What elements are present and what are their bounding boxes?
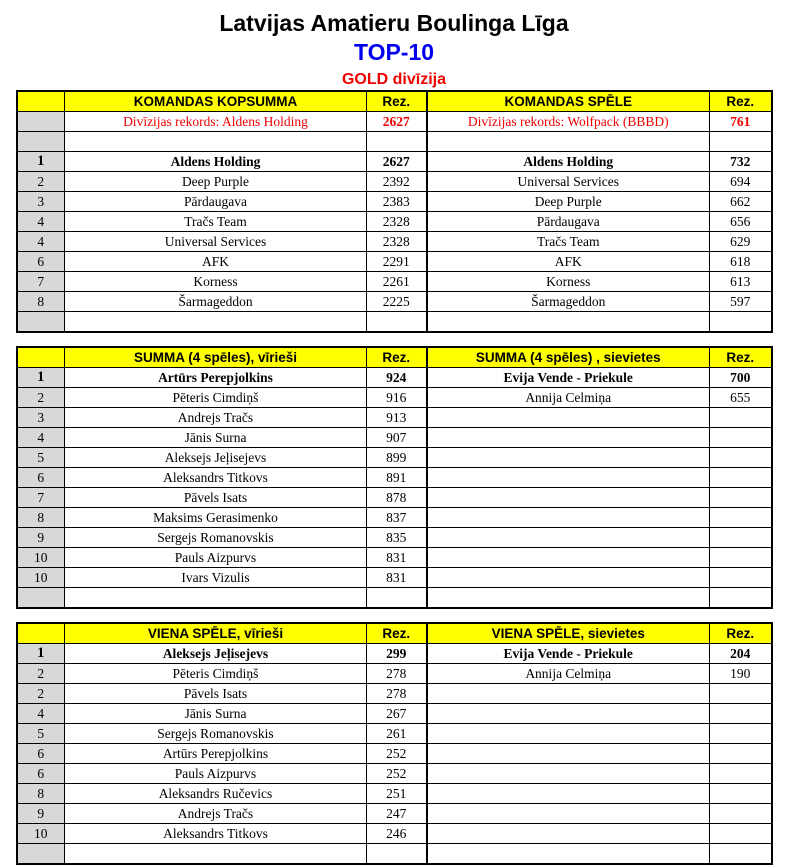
row-left-score: 2383	[367, 192, 427, 212]
row-rank: 2	[17, 388, 65, 408]
row-left-name: Tračs Team	[65, 212, 367, 232]
table-row	[17, 548, 772, 568]
row-left-score: 246	[367, 824, 427, 844]
table-row	[17, 132, 772, 152]
table-row	[17, 488, 772, 508]
row-rank: 6	[17, 252, 65, 272]
row-right-name: Pārdaugava	[427, 212, 710, 232]
section-gap	[0, 609, 788, 622]
row-left-name: Aleksandrs Titkovs	[65, 468, 367, 488]
table-row	[17, 588, 772, 609]
row-right-name	[427, 844, 710, 865]
row-right-score	[710, 528, 772, 548]
table-row	[17, 784, 772, 804]
row-right-score	[710, 784, 772, 804]
row-left-score: 2627	[367, 152, 427, 172]
row-left-name: Pauls Aizpurvs	[65, 764, 367, 784]
row-left-name: Ivars Vizulis	[65, 568, 367, 588]
row-right-name	[427, 448, 710, 468]
row-left-name: Pāvels Isats	[65, 488, 367, 508]
row-right-score: 204	[710, 644, 772, 664]
row-left-score: 913	[367, 408, 427, 428]
row-rank: 6	[17, 744, 65, 764]
row-left-score: 878	[367, 488, 427, 508]
row-right-name	[427, 764, 710, 784]
table-row	[17, 212, 772, 232]
row-right-score	[710, 844, 772, 865]
row-right-name	[427, 132, 710, 152]
standings-table-sum-4-games	[16, 346, 773, 609]
row-left-name: Pārdaugava	[65, 192, 367, 212]
row-right-score	[710, 684, 772, 704]
table-row	[17, 724, 772, 744]
row-right-name: Annija Celmiņa	[427, 664, 710, 684]
row-right-name: Universal Services	[427, 172, 710, 192]
table-row	[17, 508, 772, 528]
table-row	[17, 408, 772, 428]
row-left-name: Jānis Surna	[65, 428, 367, 448]
row-right-name	[427, 468, 710, 488]
row-left-name: Jānis Surna	[65, 704, 367, 724]
row-right-name: Evija Vende - Priekule	[427, 644, 710, 664]
table-row	[17, 252, 772, 272]
row-right-name	[427, 312, 710, 333]
row-right-name	[427, 488, 710, 508]
table-row	[17, 192, 772, 212]
header-left-score: Rez.	[367, 347, 427, 368]
row-right-name	[427, 824, 710, 844]
row-right-name	[427, 724, 710, 744]
row-left-name	[65, 132, 367, 152]
row-rank: 9	[17, 804, 65, 824]
table-row	[17, 368, 772, 388]
row-right-name: Korness	[427, 272, 710, 292]
row-rank: 6	[17, 468, 65, 488]
row-left-name: Deep Purple	[65, 172, 367, 192]
page-titles	[0, 0, 788, 90]
row-left-score: 267	[367, 704, 427, 724]
row-rank: 4	[17, 428, 65, 448]
table-row	[17, 292, 772, 312]
header-left-title: SUMMA (4 spēles), vīrieši	[65, 347, 367, 368]
row-left-name: Andrejs Tračs	[65, 804, 367, 824]
row-left-name: Andrejs Tračs	[65, 408, 367, 428]
row-rank: 5	[17, 724, 65, 744]
table-row	[17, 312, 772, 333]
table-row	[17, 388, 772, 408]
header-rank-cell	[17, 623, 65, 644]
row-left-name: AFK	[65, 252, 367, 272]
row-right-score: 732	[710, 152, 772, 172]
row-right-score	[710, 568, 772, 588]
row-left-name: Artūrs Perepjolkins	[65, 744, 367, 764]
row-rank	[17, 312, 65, 333]
row-right-score: 694	[710, 172, 772, 192]
row-right-name	[427, 408, 710, 428]
table-row	[17, 764, 772, 784]
row-right-name	[427, 588, 710, 609]
row-left-score: 261	[367, 724, 427, 744]
row-rank: 5	[17, 448, 65, 468]
row-right-score	[710, 132, 772, 152]
row-left-score: 278	[367, 684, 427, 704]
row-left-score: 831	[367, 568, 427, 588]
record-left-label: Divīzijas rekords: Aldens Holding	[65, 112, 367, 132]
page-subtitle: TOP-10	[353, 39, 435, 65]
header-rank-cell	[17, 347, 65, 368]
row-rank: 1	[17, 152, 65, 172]
row-rank: 10	[17, 548, 65, 568]
record-rank-cell	[17, 112, 65, 132]
table-row	[17, 272, 772, 292]
row-rank: 3	[17, 408, 65, 428]
table-row	[17, 844, 772, 865]
row-right-score	[710, 408, 772, 428]
row-left-score: 835	[367, 528, 427, 548]
row-left-name: Aleksejs Jeļisejevs	[65, 448, 367, 468]
table-row	[17, 232, 772, 252]
row-right-score	[710, 428, 772, 448]
row-right-name	[427, 548, 710, 568]
section-gap	[0, 333, 788, 346]
row-left-name	[65, 588, 367, 609]
row-right-name: Aldens Holding	[427, 152, 710, 172]
header-left-title: VIENA SPĒLE, vīrieši	[65, 623, 367, 644]
row-left-score: 278	[367, 664, 427, 684]
header-right-score: Rez.	[710, 347, 772, 368]
row-rank	[17, 132, 65, 152]
standings-table-single-game	[16, 622, 773, 865]
row-right-score: 700	[710, 368, 772, 388]
table-row	[17, 824, 772, 844]
row-rank	[17, 588, 65, 609]
division-record-row	[17, 112, 772, 132]
table-row	[17, 704, 772, 724]
row-rank: 4	[17, 212, 65, 232]
row-right-score	[710, 764, 772, 784]
row-right-score: 656	[710, 212, 772, 232]
row-right-name	[427, 528, 710, 548]
row-left-score	[367, 588, 427, 609]
row-right-score: 655	[710, 388, 772, 408]
row-left-name: Aleksandrs Ručevics	[65, 784, 367, 804]
row-rank: 1	[17, 368, 65, 388]
standings-tables	[0, 90, 788, 865]
row-rank: 10	[17, 568, 65, 588]
row-left-score: 2261	[367, 272, 427, 292]
table-header-row	[17, 91, 772, 112]
row-rank: 6	[17, 764, 65, 784]
table-row	[17, 644, 772, 664]
row-left-name: Pāvels Isats	[65, 684, 367, 704]
row-right-name: Deep Purple	[427, 192, 710, 212]
row-right-name	[427, 744, 710, 764]
header-left-title: KOMANDAS KOPSUMMA	[65, 91, 367, 112]
row-left-score: 247	[367, 804, 427, 824]
row-rank: 3	[17, 192, 65, 212]
row-left-score: 2291	[367, 252, 427, 272]
row-right-score: 613	[710, 272, 772, 292]
row-right-score	[710, 824, 772, 844]
header-right-title: VIENA SPĒLE, sievietes	[427, 623, 710, 644]
row-left-score	[367, 312, 427, 333]
header-right-title: KOMANDAS SPĒLE	[427, 91, 710, 112]
row-right-score: 662	[710, 192, 772, 212]
row-left-name	[65, 844, 367, 865]
row-right-name	[427, 784, 710, 804]
row-rank: 10	[17, 824, 65, 844]
row-right-score	[710, 744, 772, 764]
row-left-name: Aldens Holding	[65, 152, 367, 172]
table-header-row	[17, 623, 772, 644]
table-header-row	[17, 347, 772, 368]
row-right-score	[710, 312, 772, 333]
row-left-score: 252	[367, 744, 427, 764]
header-left-score: Rez.	[367, 91, 427, 112]
row-right-score	[710, 804, 772, 824]
record-left-value: 2627	[367, 112, 427, 132]
header-right-score: Rez.	[710, 623, 772, 644]
header-right-score: Rez.	[710, 91, 772, 112]
row-right-name	[427, 568, 710, 588]
row-left-name: Sergejs Romanovskis	[65, 724, 367, 744]
row-left-name: Artūrs Perepjolkins	[65, 368, 367, 388]
header-right-title: SUMMA (4 spēles) , sievietes	[427, 347, 710, 368]
row-right-name	[427, 684, 710, 704]
table-row	[17, 528, 772, 548]
row-left-score: 2328	[367, 212, 427, 232]
table-row	[17, 468, 772, 488]
row-left-name: Aleksejs Jeļisejevs	[65, 644, 367, 664]
row-rank: 4	[17, 704, 65, 724]
row-left-score	[367, 132, 427, 152]
row-rank: 2	[17, 172, 65, 192]
division-label: GOLD divīzija	[341, 71, 446, 88]
row-right-score	[710, 704, 772, 724]
row-right-name	[427, 804, 710, 824]
row-right-name: Evija Vende - Priekule	[427, 368, 710, 388]
row-left-name: Pauls Aizpurvs	[65, 548, 367, 568]
row-left-name: Sergejs Romanovskis	[65, 528, 367, 548]
row-left-name: Maksims Gerasimenko	[65, 508, 367, 528]
row-left-score: 907	[367, 428, 427, 448]
row-left-score: 916	[367, 388, 427, 408]
row-left-score: 252	[367, 764, 427, 784]
row-right-score	[710, 468, 772, 488]
row-left-name: Universal Services	[65, 232, 367, 252]
row-right-name	[427, 428, 710, 448]
row-left-name: Aleksandrs Titkovs	[65, 824, 367, 844]
row-rank: 8	[17, 292, 65, 312]
row-right-score: 597	[710, 292, 772, 312]
row-rank: 7	[17, 272, 65, 292]
row-left-score: 2328	[367, 232, 427, 252]
row-right-name: Šarmageddon	[427, 292, 710, 312]
row-right-name: AFK	[427, 252, 710, 272]
row-right-score	[710, 724, 772, 744]
row-right-score: 629	[710, 232, 772, 252]
row-left-score: 837	[367, 508, 427, 528]
table-row	[17, 568, 772, 588]
row-right-score	[710, 508, 772, 528]
row-right-name	[427, 704, 710, 724]
table-row	[17, 664, 772, 684]
row-rank: 2	[17, 664, 65, 684]
row-right-name: Tračs Team	[427, 232, 710, 252]
row-right-name: Annija Celmiņa	[427, 388, 710, 408]
row-left-score: 251	[367, 784, 427, 804]
table-row	[17, 152, 772, 172]
table-row	[17, 744, 772, 764]
row-rank: 8	[17, 508, 65, 528]
row-left-score: 2392	[367, 172, 427, 192]
row-right-score: 618	[710, 252, 772, 272]
record-right-label: Divīzijas rekords: Wolfpack (BBBD)	[427, 112, 710, 132]
row-rank: 2	[17, 684, 65, 704]
row-rank	[17, 844, 65, 865]
row-rank: 8	[17, 784, 65, 804]
row-left-score: 924	[367, 368, 427, 388]
row-left-name	[65, 312, 367, 333]
row-left-name: Pēteris Cimdiņš	[65, 664, 367, 684]
row-right-score: 190	[710, 664, 772, 684]
header-rank-cell	[17, 91, 65, 112]
row-left-score: 891	[367, 468, 427, 488]
row-right-score	[710, 448, 772, 468]
table-row	[17, 428, 772, 448]
table-row	[17, 172, 772, 192]
row-rank: 7	[17, 488, 65, 508]
row-left-score: 899	[367, 448, 427, 468]
row-right-name	[427, 508, 710, 528]
row-rank: 9	[17, 528, 65, 548]
row-left-score: 2225	[367, 292, 427, 312]
row-rank: 4	[17, 232, 65, 252]
page-title: Latvijas Amatieru Boulinga Līga	[219, 10, 569, 36]
table-row	[17, 448, 772, 468]
record-right-value: 761	[710, 112, 772, 132]
row-left-score: 831	[367, 548, 427, 568]
row-left-name: Korness	[65, 272, 367, 292]
row-left-score	[367, 844, 427, 865]
row-left-name: Pēteris Cimdiņš	[65, 388, 367, 408]
table-row	[17, 684, 772, 704]
row-rank: 1	[17, 644, 65, 664]
row-left-score: 299	[367, 644, 427, 664]
row-right-score	[710, 488, 772, 508]
table-row	[17, 804, 772, 824]
row-right-score	[710, 548, 772, 568]
standings-table-teams	[16, 90, 773, 333]
row-right-score	[710, 588, 772, 609]
header-left-score: Rez.	[367, 623, 427, 644]
row-left-name: Šarmageddon	[65, 292, 367, 312]
